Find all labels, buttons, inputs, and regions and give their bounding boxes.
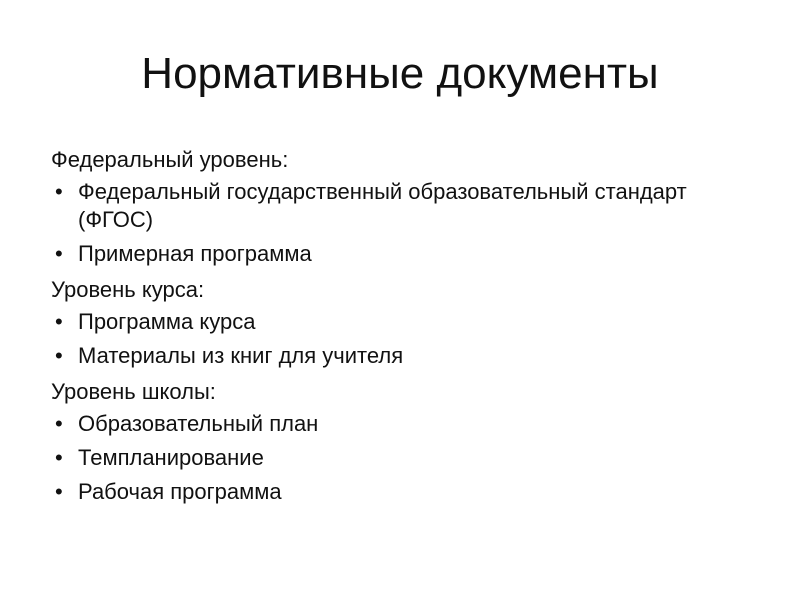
bullet-item xyxy=(51,444,751,472)
bullet-dot: • xyxy=(55,445,63,470)
bullet-item xyxy=(51,178,751,234)
bullet-dot: • xyxy=(55,309,63,334)
bullet-dot: • xyxy=(55,411,63,436)
section-federal xyxy=(51,144,751,268)
section-heading: Уровень школы: xyxy=(51,379,216,404)
bullet-text: Материалы из книг для учителя xyxy=(78,343,404,368)
slide-content xyxy=(51,144,751,512)
section-heading: Федеральный уровень: xyxy=(51,147,289,172)
section-heading: Уровень курса: xyxy=(51,277,205,302)
bullet-list xyxy=(51,178,751,268)
bullet-dot: • xyxy=(55,179,63,204)
bullet-item xyxy=(51,478,751,506)
bullet-text: Программа курса xyxy=(78,309,256,334)
section-school xyxy=(51,376,751,506)
bullet-item xyxy=(51,308,751,336)
bullet-text: Примерная программа xyxy=(78,241,312,266)
section-course xyxy=(51,274,751,370)
bullet-item xyxy=(51,240,751,268)
bullet-text: Федеральный государственный образовательный стандарт (ФГОС) xyxy=(78,179,687,232)
bullet-dot: • xyxy=(55,241,63,266)
bullet-dot: • xyxy=(55,343,63,368)
bullet-text: Рабочая программа xyxy=(78,479,282,504)
bullet-list xyxy=(51,410,751,506)
bullet-text: Темпланирование xyxy=(78,445,264,470)
slide-title: Нормативные документы xyxy=(141,49,659,98)
bullet-dot: • xyxy=(55,479,63,504)
bullet-item xyxy=(51,410,751,438)
bullet-item xyxy=(51,342,751,370)
bullet-text: Образовательный план xyxy=(78,411,319,436)
bullet-list xyxy=(51,308,751,370)
